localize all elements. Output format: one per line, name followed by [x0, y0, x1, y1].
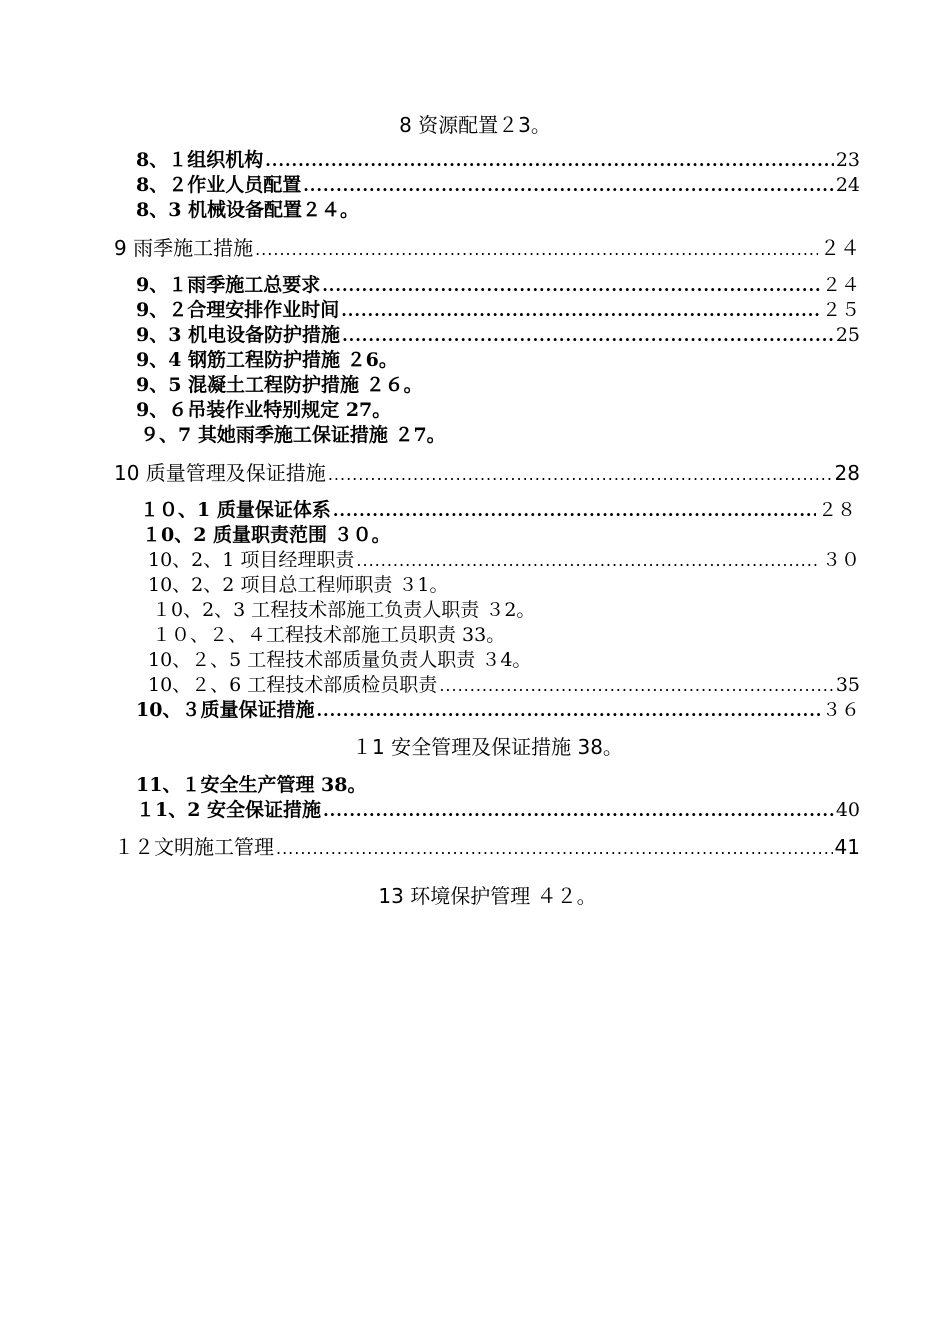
toc-page-number: 40	[835, 799, 860, 821]
toc-entry-9-5[interactable]	[136, 373, 423, 398]
toc-entry-10-2-3[interactable]	[152, 598, 535, 623]
toc-entry-10-1[interactable]	[140, 498, 856, 523]
toc-entry-label: 9、１雨季施工总要求	[136, 274, 321, 296]
toc-leader-dots	[356, 548, 820, 573]
toc-entry-8-2[interactable]	[136, 173, 860, 198]
toc-entry-text: 10、２、5 工程技术部质量负责人职责 ３4。	[148, 649, 532, 671]
toc-entry-10-2-5[interactable]	[148, 648, 531, 673]
toc-entry-label: 10、2、1 项目经理职责	[148, 549, 355, 571]
toc-heading-12[interactable]	[114, 835, 860, 861]
toc-entry-label: １1、2 安全保证措施	[136, 799, 322, 821]
toc-entry-label: 8、２作业人员配置	[136, 174, 302, 196]
toc-heading-13	[0, 884, 950, 909]
toc-entry-9-2[interactable]	[136, 298, 860, 323]
toc-heading-11	[0, 735, 950, 760]
toc-entry-text: １0、2、3 工程技术部施工负责人职责 ３2。	[152, 599, 536, 621]
toc-page-number: 24	[835, 174, 860, 196]
toc-page-number: 35	[835, 674, 860, 696]
toc-page-number: ２４	[821, 274, 860, 296]
toc-entry-label: 9 雨季施工措施	[114, 236, 254, 260]
toc-leader-dots	[341, 298, 820, 323]
toc-entry-text: 9、６吊装作业特别规定 27。	[136, 399, 392, 421]
toc-page-number: 23	[835, 149, 860, 171]
toc-entry-10-3[interactable]	[136, 698, 860, 723]
toc-page-number: 41	[834, 835, 860, 859]
toc-entry-9-1[interactable]	[136, 273, 860, 298]
toc-entry-8-3[interactable]	[136, 198, 359, 223]
toc-heading-8-text: 8 资源配置２3。	[399, 113, 551, 137]
toc-entry-text: 9、4 钢筋工程防护措施 ２6。	[136, 349, 398, 371]
toc-leader-dots	[439, 673, 834, 698]
toc-leader-dots	[276, 836, 833, 861]
toc-page-number: ２８	[817, 499, 856, 521]
toc-heading-8	[0, 113, 950, 138]
toc-entry-text: １０、２、４工程技术部施工员职责 33。	[152, 624, 506, 646]
toc-leader-dots	[255, 237, 818, 262]
toc-entry-9-3[interactable]	[136, 323, 860, 348]
toc-entry-9-4[interactable]	[136, 348, 398, 373]
toc-entry-label: 8、１组织机构	[136, 149, 264, 171]
toc-entry-text: 9、5 混凝土工程防护措施 ２６。	[136, 374, 423, 396]
toc-heading-10[interactable]	[114, 461, 860, 487]
toc-entry-text: ９、7 其她雨季施工保证措施 ２7。	[140, 424, 446, 446]
toc-entry-label: 9、２合理安排作业时间	[136, 299, 340, 321]
toc-entry-11-2[interactable]	[136, 798, 860, 823]
toc-leader-dots	[328, 462, 833, 487]
toc-page-number: 28	[834, 461, 860, 485]
toc-leader-dots	[316, 698, 820, 723]
toc-entry-11-1[interactable]	[136, 773, 367, 798]
toc-entry-label: 10、２、6 工程技术部质检员职责	[148, 674, 438, 696]
toc-entry-9-6[interactable]	[136, 398, 391, 423]
toc-leader-dots	[333, 498, 816, 523]
toc-leader-dots	[342, 323, 834, 348]
toc-page-number: ３６	[821, 699, 860, 721]
toc-entry-8-1[interactable]	[136, 148, 860, 173]
toc-leader-dots	[323, 798, 834, 823]
toc-entry-text: 10、2、2 项目总工程师职责 ３1。	[148, 574, 449, 596]
toc-entry-10-2[interactable]	[142, 523, 391, 548]
toc-entry-10-2-6[interactable]	[148, 673, 860, 698]
toc-entry-label: 9、3 机电设备防护措施	[136, 324, 341, 346]
toc-entry-text: １0、2 质量职责范围 ３０。	[142, 524, 391, 546]
toc-entry-label: １０、1 质量保证体系	[140, 499, 331, 521]
toc-entry-10-2-4[interactable]	[152, 623, 505, 648]
toc-leader-dots	[265, 148, 834, 173]
toc-entry-10-2-2[interactable]	[148, 573, 449, 598]
toc-entry-10-2-1[interactable]	[148, 548, 860, 573]
toc-leader-dots	[303, 173, 834, 198]
toc-page-number: 25	[835, 324, 860, 346]
toc-page-number: ３０	[821, 549, 860, 571]
toc-heading-13-text: 13 环境保护管理 ４２。	[378, 884, 597, 908]
toc-leader-dots	[322, 273, 820, 298]
toc-heading-11-text: １1 安全管理及保证措施 38。	[352, 735, 623, 759]
toc-entry-9-7[interactable]	[140, 423, 446, 448]
toc-entry-text: 11、１安全生产管理 38。	[136, 774, 367, 796]
toc-page-number: ２４	[820, 236, 860, 260]
toc-page-number: ２５	[821, 299, 860, 321]
toc-entry-label: 10、３质量保证措施	[136, 699, 315, 721]
toc-entry-label: １２文明施工管理	[114, 835, 274, 859]
toc-heading-9[interactable]	[114, 236, 860, 262]
toc-entry-text: 8、3 机械设备配置２４。	[136, 199, 360, 221]
toc-entry-label: 10 质量管理及保证措施	[114, 461, 326, 485]
